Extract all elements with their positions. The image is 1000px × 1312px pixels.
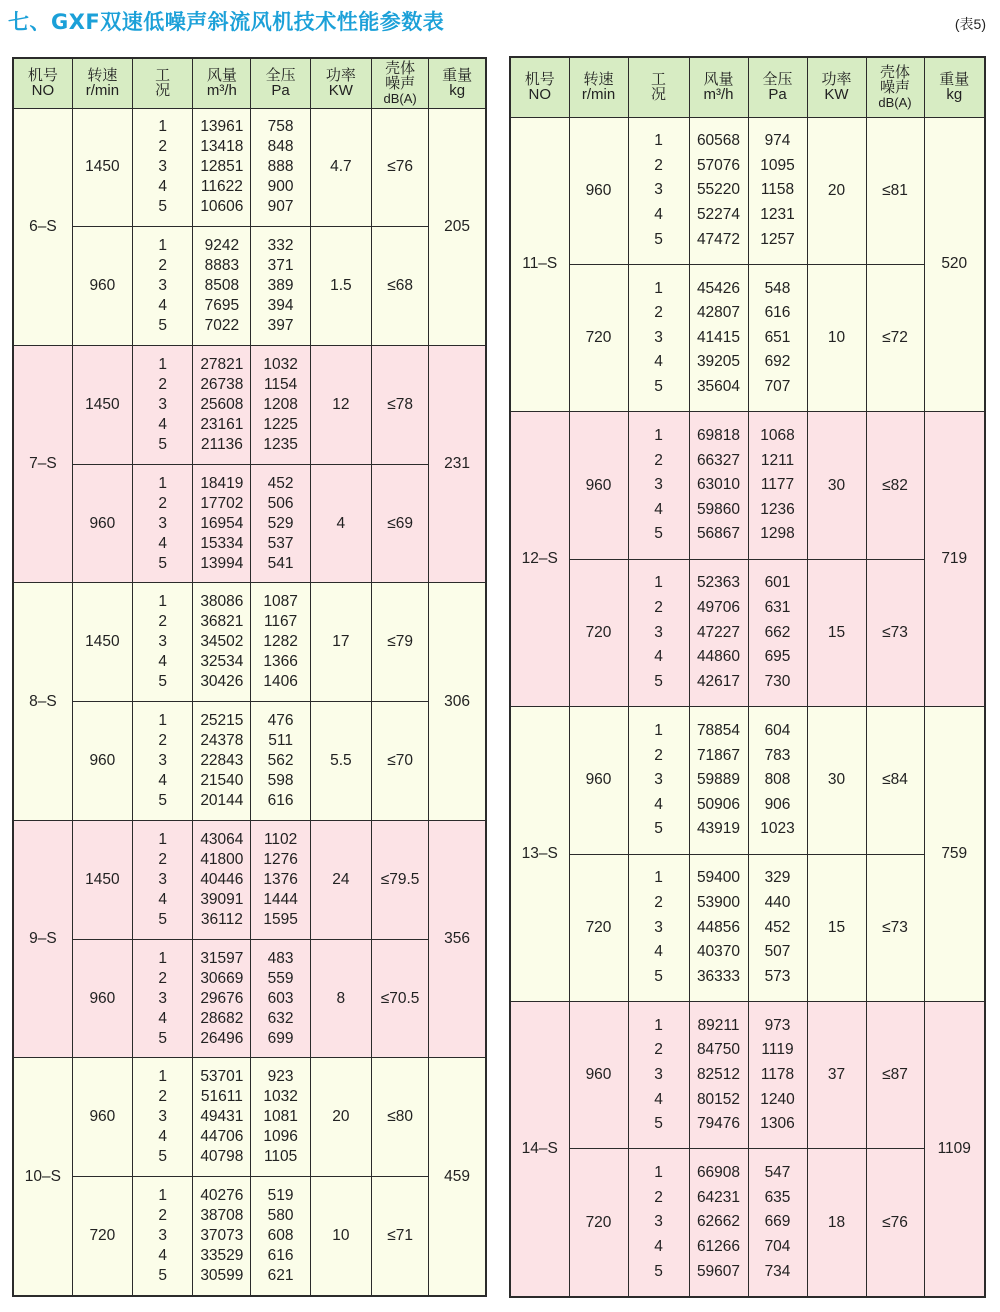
condition-cell: 1 2 3 4 5 bbox=[133, 1177, 193, 1296]
noise-cell: ≤80 bbox=[371, 1058, 428, 1177]
table-row bbox=[13, 464, 486, 583]
header-airflow: 风量 m³/h bbox=[689, 57, 748, 117]
condition-cell: 1 2 3 4 5 bbox=[133, 464, 193, 583]
table-row bbox=[510, 707, 985, 854]
power-cell: 5.5 bbox=[310, 702, 371, 821]
airflow-cell: 78854 71867 59889 50906 43919 bbox=[689, 707, 748, 854]
header-speed: 转速 r/min bbox=[569, 57, 628, 117]
model-cell: 7–S bbox=[13, 345, 72, 582]
weight-cell: 520 bbox=[924, 117, 985, 412]
power-cell: 8 bbox=[310, 939, 371, 1058]
model-cell: 8–S bbox=[13, 583, 72, 820]
speed-cell: 720 bbox=[72, 1177, 132, 1296]
noise-cell: ≤81 bbox=[866, 117, 924, 264]
noise-cell: ≤71 bbox=[371, 1177, 428, 1296]
weight-cell: 231 bbox=[429, 345, 486, 582]
table-row bbox=[13, 345, 486, 464]
condition-cell: 1 2 3 4 5 bbox=[628, 559, 689, 706]
pressure-cell: 1102 1276 1376 1444 1595 bbox=[251, 820, 310, 939]
header-noise: 壳体 噪声 dB(A) bbox=[371, 58, 428, 108]
condition-cell: 1 2 3 4 5 bbox=[628, 412, 689, 559]
noise-cell: ≤72 bbox=[866, 264, 924, 411]
noise-cell: ≤73 bbox=[866, 854, 924, 1001]
speed-cell: 1450 bbox=[72, 108, 132, 227]
table-row bbox=[510, 412, 985, 559]
header-condition: 工 况 bbox=[133, 58, 193, 108]
table-row bbox=[13, 820, 486, 939]
airflow-cell: 13961 13418 12851 11622 10606 bbox=[193, 108, 251, 227]
fan-spec-table-left bbox=[12, 57, 487, 1297]
airflow-cell: 60568 57076 55220 52274 47472 bbox=[689, 117, 748, 264]
noise-cell: ≤76 bbox=[866, 1149, 924, 1297]
condition-cell: 1 2 3 4 5 bbox=[133, 702, 193, 821]
header-model: 机号 NO bbox=[13, 58, 72, 108]
pressure-cell: 758 848 888 900 907 bbox=[251, 108, 310, 227]
pressure-cell: 332 371 389 394 397 bbox=[251, 227, 310, 346]
weight-cell: 459 bbox=[429, 1058, 486, 1296]
condition-cell: 1 2 3 4 5 bbox=[628, 117, 689, 264]
noise-cell: ≤68 bbox=[371, 227, 428, 346]
speed-cell: 720 bbox=[569, 854, 628, 1001]
pressure-cell: 329 440 452 507 573 bbox=[748, 854, 807, 1001]
noise-cell: ≤76 bbox=[371, 108, 428, 227]
condition-cell: 1 2 3 4 5 bbox=[133, 583, 193, 702]
pressure-cell: 483 559 603 632 699 bbox=[251, 939, 310, 1058]
airflow-cell: 52363 49706 47227 44860 42617 bbox=[689, 559, 748, 706]
noise-cell: ≤73 bbox=[866, 559, 924, 706]
power-cell: 10 bbox=[807, 264, 866, 411]
table-row bbox=[510, 264, 985, 411]
pressure-cell: 974 1095 1158 1231 1257 bbox=[748, 117, 807, 264]
speed-cell: 960 bbox=[569, 707, 628, 854]
header-power: 功率 KW bbox=[310, 58, 371, 108]
speed-cell: 960 bbox=[72, 227, 132, 346]
header-power: 功率 KW bbox=[807, 57, 866, 117]
condition-cell: 1 2 3 4 5 bbox=[628, 1002, 689, 1149]
power-cell: 37 bbox=[807, 1002, 866, 1149]
airflow-cell: 69818 66327 63010 59860 56867 bbox=[689, 412, 748, 559]
header-speed: 转速 r/min bbox=[72, 58, 132, 108]
model-cell: 10–S bbox=[13, 1058, 72, 1296]
airflow-cell: 9242 8883 8508 7695 7022 bbox=[193, 227, 251, 346]
header-pressure: 全压 Pa bbox=[251, 58, 310, 108]
noise-cell: ≤79 bbox=[371, 583, 428, 702]
airflow-cell: 25215 24378 22843 21540 20144 bbox=[193, 702, 251, 821]
speed-cell: 960 bbox=[72, 1058, 132, 1177]
power-cell: 12 bbox=[310, 345, 371, 464]
table-row bbox=[13, 1177, 486, 1296]
header-model: 机号 NO bbox=[510, 57, 569, 117]
power-cell: 17 bbox=[310, 583, 371, 702]
pressure-cell: 452 506 529 537 541 bbox=[251, 464, 310, 583]
speed-cell: 1450 bbox=[72, 583, 132, 702]
weight-cell: 306 bbox=[429, 583, 486, 820]
weight-cell: 205 bbox=[429, 108, 486, 345]
table-row bbox=[13, 108, 486, 227]
noise-cell: ≤70 bbox=[371, 702, 428, 821]
power-cell: 24 bbox=[310, 820, 371, 939]
power-cell: 30 bbox=[807, 707, 866, 854]
condition-cell: 1 2 3 4 5 bbox=[133, 108, 193, 227]
noise-cell: ≤70.5 bbox=[371, 939, 428, 1058]
pressure-cell: 604 783 808 906 1023 bbox=[748, 707, 807, 854]
power-cell: 1.5 bbox=[310, 227, 371, 346]
header-condition: 工 况 bbox=[628, 57, 689, 117]
speed-cell: 720 bbox=[569, 559, 628, 706]
pressure-cell: 519 580 608 616 621 bbox=[251, 1177, 310, 1296]
model-cell: 12–S bbox=[510, 412, 569, 707]
condition-cell: 1 2 3 4 5 bbox=[628, 707, 689, 854]
table-number-tag: (表5) bbox=[954, 16, 986, 32]
airflow-cell: 66908 64231 62662 61266 59607 bbox=[689, 1149, 748, 1297]
table-row bbox=[13, 583, 486, 702]
airflow-cell: 89211 84750 82512 80152 79476 bbox=[689, 1002, 748, 1149]
pressure-cell: 1032 1154 1208 1225 1235 bbox=[251, 345, 310, 464]
header-airflow: 风量 m³/h bbox=[193, 58, 251, 108]
pressure-cell: 476 511 562 598 616 bbox=[251, 702, 310, 821]
condition-cell: 1 2 3 4 5 bbox=[133, 227, 193, 346]
noise-cell: ≤82 bbox=[866, 412, 924, 559]
header-weight: 重量 kg bbox=[924, 57, 985, 117]
power-cell: 15 bbox=[807, 559, 866, 706]
pressure-cell: 1068 1211 1177 1236 1298 bbox=[748, 412, 807, 559]
condition-cell: 1 2 3 4 5 bbox=[628, 854, 689, 1001]
power-cell: 20 bbox=[807, 117, 866, 264]
fan-spec-table-right bbox=[509, 56, 986, 1298]
table-row bbox=[13, 702, 486, 821]
power-cell: 4.7 bbox=[310, 108, 371, 227]
airflow-cell: 31597 30669 29676 28682 26496 bbox=[193, 939, 251, 1058]
pressure-cell: 601 631 662 695 730 bbox=[748, 559, 807, 706]
noise-cell: ≤79.5 bbox=[371, 820, 428, 939]
airflow-cell: 59400 53900 44856 40370 36333 bbox=[689, 854, 748, 1001]
airflow-cell: 18419 17702 16954 15334 13994 bbox=[193, 464, 251, 583]
condition-cell: 1 2 3 4 5 bbox=[133, 345, 193, 464]
speed-cell: 960 bbox=[72, 702, 132, 821]
condition-cell: 1 2 3 4 5 bbox=[133, 1058, 193, 1177]
airflow-cell: 45426 42807 41415 39205 35604 bbox=[689, 264, 748, 411]
condition-cell: 1 2 3 4 5 bbox=[628, 264, 689, 411]
power-cell: 15 bbox=[807, 854, 866, 1001]
speed-cell: 960 bbox=[569, 117, 628, 264]
pressure-cell: 547 635 669 704 734 bbox=[748, 1149, 807, 1297]
condition-cell: 1 2 3 4 5 bbox=[133, 939, 193, 1058]
pressure-cell: 548 616 651 692 707 bbox=[748, 264, 807, 411]
noise-cell: ≤69 bbox=[371, 464, 428, 583]
model-cell: 14–S bbox=[510, 1002, 569, 1297]
airflow-cell: 38086 36821 34502 32534 30426 bbox=[193, 583, 251, 702]
power-cell: 20 bbox=[310, 1058, 371, 1177]
pressure-cell: 1087 1167 1282 1366 1406 bbox=[251, 583, 310, 702]
noise-cell: ≤87 bbox=[866, 1002, 924, 1149]
table-row bbox=[510, 559, 985, 706]
power-cell: 4 bbox=[310, 464, 371, 583]
airflow-cell: 53701 51611 49431 44706 40798 bbox=[193, 1058, 251, 1177]
model-cell: 13–S bbox=[510, 707, 569, 1002]
speed-cell: 960 bbox=[72, 464, 132, 583]
airflow-cell: 43064 41800 40446 39091 36112 bbox=[193, 820, 251, 939]
speed-cell: 1450 bbox=[72, 820, 132, 939]
table-row bbox=[510, 1002, 985, 1149]
table-row bbox=[510, 117, 985, 264]
weight-cell: 759 bbox=[924, 707, 985, 1002]
model-cell: 6–S bbox=[13, 108, 72, 345]
noise-cell: ≤84 bbox=[866, 707, 924, 854]
pressure-cell: 973 1119 1178 1240 1306 bbox=[748, 1002, 807, 1149]
model-cell: 11–S bbox=[510, 117, 569, 412]
weight-cell: 356 bbox=[429, 820, 486, 1057]
speed-cell: 1450 bbox=[72, 345, 132, 464]
airflow-cell: 27821 26738 25608 23161 21136 bbox=[193, 345, 251, 464]
power-cell: 30 bbox=[807, 412, 866, 559]
airflow-cell: 40276 38708 37073 33529 30599 bbox=[193, 1177, 251, 1296]
page-title: 七、GXF双速低噪声斜流风机技术性能参数表 bbox=[8, 10, 445, 34]
pressure-cell: 923 1032 1081 1096 1105 bbox=[251, 1058, 310, 1177]
table-row bbox=[13, 1058, 486, 1177]
table-row bbox=[13, 227, 486, 346]
table-row bbox=[510, 1149, 985, 1297]
speed-cell: 960 bbox=[569, 412, 628, 559]
table-row bbox=[510, 854, 985, 1001]
weight-cell: 1109 bbox=[924, 1002, 985, 1297]
header-weight: 重量 kg bbox=[429, 58, 486, 108]
speed-cell: 720 bbox=[569, 264, 628, 411]
condition-cell: 1 2 3 4 5 bbox=[628, 1149, 689, 1297]
speed-cell: 960 bbox=[569, 1002, 628, 1149]
header-pressure: 全压 Pa bbox=[748, 57, 807, 117]
table-row bbox=[13, 939, 486, 1058]
model-cell: 9–S bbox=[13, 820, 72, 1057]
condition-cell: 1 2 3 4 5 bbox=[133, 820, 193, 939]
weight-cell: 719 bbox=[924, 412, 985, 707]
speed-cell: 720 bbox=[569, 1149, 628, 1297]
noise-cell: ≤78 bbox=[371, 345, 428, 464]
speed-cell: 960 bbox=[72, 939, 132, 1058]
power-cell: 18 bbox=[807, 1149, 866, 1297]
header-noise: 壳体 噪声 dB(A) bbox=[866, 57, 924, 117]
power-cell: 10 bbox=[310, 1177, 371, 1296]
